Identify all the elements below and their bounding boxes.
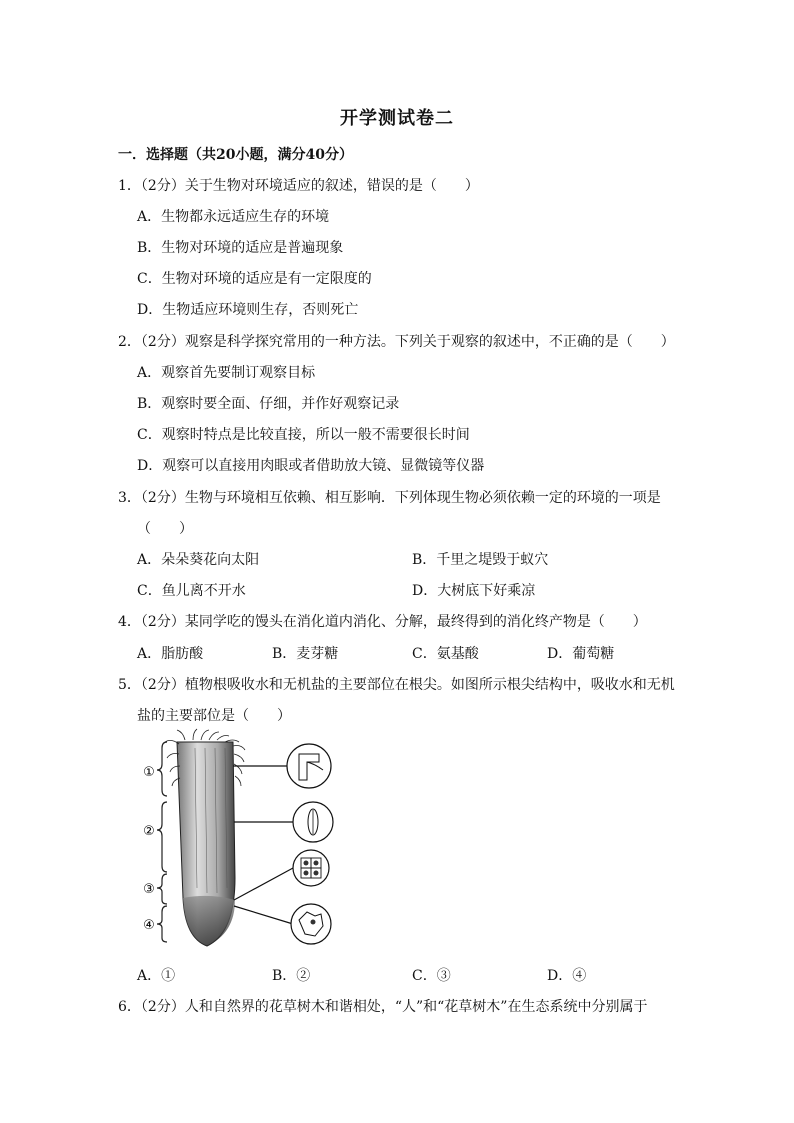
question-1-stem: 1．（2分）关于生物对环境适应的叙述，错误的是（ ） [118,178,479,194]
question-2-option-d: D．观察可以直接用肉眼或者借助放大镜、显微镜等仪器 [137,458,485,474]
question-5-stem-cont: 盐的主要部位是（ ） [137,708,291,724]
zone-label-3: ③ [143,882,155,897]
question-5-stem: 5．（2分）植物根吸收水和无机盐的主要部位在根尖。如图所示根尖结构中，吸收水和无机 [118,677,675,693]
question-2-stem: 2．（2分）观察是科学探究常用的一种方法。下列关于观察的叙述中，不正确的是（ ） [118,334,675,350]
question-4-option-c: C．氨基酸 [412,646,479,662]
cell-circle-1 [287,744,331,788]
question-5-option-b: B．② [272,968,311,984]
zone-label-2: ② [143,824,155,839]
zone-label-4: ④ [143,918,155,933]
question-3-option-b: B．千里之堤毁于蚁穴 [412,552,549,568]
question-2-option-c: C．观察时特点是比较直接，所以一般不需要很长时间 [137,427,470,443]
question-4-stem: 4．（2分）某同学吃的馒头在消化道内消化、分解，最终得到的消化终产物是（ ） [118,614,647,630]
page-title: 开学测试卷二 [340,108,454,129]
question-4-option-d: D．葡萄糖 [547,646,615,662]
zone-label-1: ① [143,765,155,780]
root-cap [183,896,235,946]
question-5-option-d: D．④ [547,968,587,984]
question-5-option-c: C．③ [412,968,451,984]
question-1-option-b: B．生物对环境的适应是普遍现象 [137,240,344,256]
cell-circle-4 [291,904,331,944]
root-tip-diagram [135,728,350,950]
question-4-option-a: A．脂肪酸 [137,646,204,662]
question-4-option-b: B．麦芽糖 [272,646,339,662]
question-3-option-a: A．朵朵葵花向太阳 [137,552,260,568]
cell-circle-2 [293,802,333,842]
question-2-option-b: B．观察时要全面、仔细，并作好观察记录 [137,396,400,412]
question-3-option-d: D．大树底下好乘凉 [412,583,536,599]
question-1-option-d: D．生物适应环境则生存，否则死亡 [137,302,359,318]
question-1-option-a: A．生物都永远适应生存的环境 [137,209,330,225]
question-2-option-a: A．观察首先要制订观察目标 [137,365,316,381]
question-3-option-c: C．鱼儿离不开水 [137,583,246,599]
section-heading: 一．选择题（共20小题，满分40分） [118,147,353,163]
zone-braces [157,742,167,942]
question-5-option-a: A．① [137,968,176,984]
question-3-stem: 3．（2分）生物与环境相互依赖、相互影响．下列体现生物必须依赖一定的环境的一项是 [118,490,661,506]
question-6-stem: 6．（2分）人和自然界的花草树木和谐相处，“人”和“花草树木”在生态系统中分别属于 [118,999,648,1015]
cell-circle-3 [293,850,329,886]
question-1-option-c: C．生物对环境的适应是有一定限度的 [137,271,372,287]
pointer-lines [233,766,293,924]
question-3-stem-cont: （ ） [137,521,193,537]
